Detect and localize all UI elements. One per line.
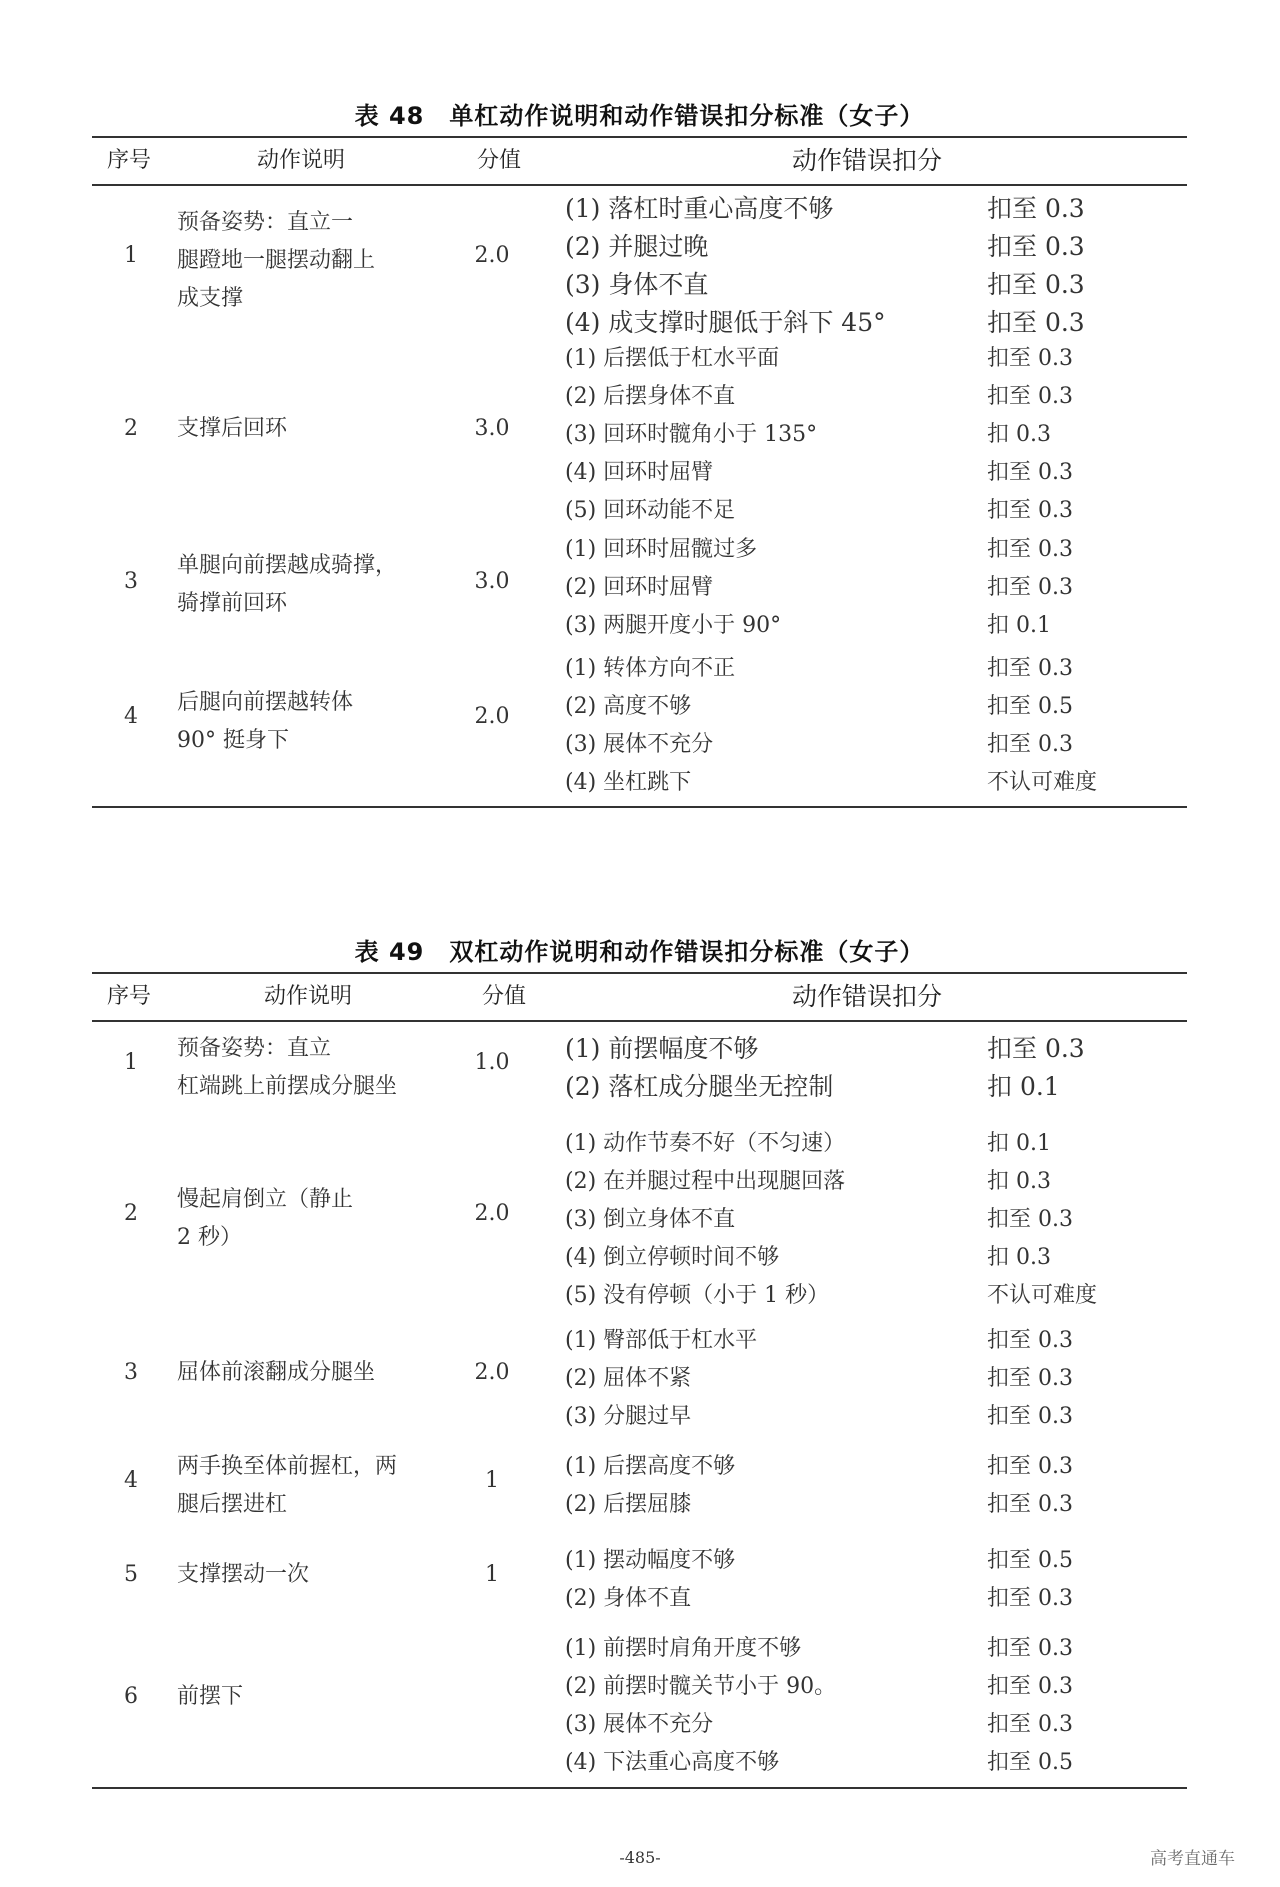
error-deduction: 扣至 0.3 bbox=[987, 1207, 1073, 1232]
error-text: (2) 在并腿过程中出现腿回落 bbox=[565, 1169, 846, 1194]
error-item bbox=[565, 726, 1187, 764]
table-title: 表 48 单杠动作说明和动作错误扣分标准（女子） bbox=[354, 102, 925, 130]
table-row bbox=[92, 1123, 1187, 1318]
error-deduction: 扣至 0.3 bbox=[987, 1454, 1073, 1479]
error-deduction: 扣至 0.3 bbox=[987, 732, 1073, 757]
error-item bbox=[565, 1486, 1187, 1524]
error-deduction: 扣至 0.3 bbox=[987, 498, 1073, 523]
row-description bbox=[177, 416, 437, 442]
desc-line: 慢起肩倒立（静止 bbox=[177, 1187, 354, 1212]
row-score: 3.0 bbox=[474, 416, 510, 441]
error-text: (5) 没有停顿（小于 1 秒） bbox=[565, 1283, 830, 1308]
error-deduction: 不认可难度 bbox=[987, 770, 1098, 795]
error-deduction: 扣至 0.3 bbox=[987, 1712, 1073, 1737]
error-item bbox=[565, 1163, 1187, 1201]
row-description bbox=[177, 547, 437, 623]
table-row bbox=[92, 338, 1187, 531]
row-description bbox=[177, 1030, 437, 1106]
table-row bbox=[92, 648, 1187, 806]
error-deduction: 扣至 0.3 bbox=[987, 656, 1073, 681]
error-deduction: 扣至 0.3 bbox=[987, 1328, 1073, 1353]
error-deduction: 扣 0.3 bbox=[987, 1245, 1051, 1270]
row-description bbox=[177, 1448, 437, 1524]
header-desc: 动作说明 bbox=[264, 984, 353, 1009]
error-text: (3) 倒立身体不直 bbox=[565, 1207, 736, 1232]
error-text: (2) 回环时屈臂 bbox=[565, 575, 714, 600]
watermark: 高考直通车 bbox=[1150, 1849, 1235, 1869]
page-number: -485- bbox=[619, 1848, 661, 1867]
error-text: (1) 臀部低于杠水平 bbox=[565, 1328, 758, 1353]
row-score: 2.0 bbox=[474, 704, 510, 729]
error-item bbox=[565, 1360, 1187, 1398]
error-list bbox=[565, 1322, 1187, 1436]
error-deduction: 扣至 0.5 bbox=[987, 1548, 1073, 1573]
error-list bbox=[565, 1125, 1187, 1315]
row-number: 4 bbox=[124, 1468, 138, 1493]
table-row bbox=[92, 1532, 1187, 1622]
table-row bbox=[92, 1622, 1187, 1787]
error-deduction: 扣至 0.3 bbox=[987, 1636, 1073, 1661]
error-list bbox=[565, 1030, 1187, 1106]
error-item bbox=[565, 304, 1187, 342]
error-text: (4) 坐杠跳下 bbox=[565, 770, 692, 795]
error-deduction: 扣至 0.3 bbox=[987, 1366, 1073, 1391]
error-deduction: 扣至 0.3 bbox=[987, 1586, 1073, 1611]
error-item bbox=[565, 340, 1187, 378]
error-deduction: 扣至 0.3 bbox=[987, 537, 1073, 562]
table-header bbox=[92, 136, 1187, 186]
desc-line: 支撑后回环 bbox=[177, 416, 288, 441]
error-deduction: 扣至 0.3 bbox=[987, 460, 1073, 485]
error-item bbox=[565, 607, 1187, 645]
desc-line: 2 秒） bbox=[177, 1225, 242, 1250]
error-item bbox=[565, 531, 1187, 569]
error-item bbox=[565, 688, 1187, 726]
error-text: (2) 前摆时髋关节小于 90。 bbox=[565, 1674, 837, 1699]
table-title: 表 49 双杠动作说明和动作错误扣分标准（女子） bbox=[354, 938, 925, 966]
error-text: (2) 后摆身体不直 bbox=[565, 384, 736, 409]
error-text: (2) 落杠成分腿坐无控制 bbox=[565, 1072, 834, 1101]
error-item bbox=[565, 1630, 1187, 1668]
error-item bbox=[565, 1125, 1187, 1163]
error-item bbox=[565, 764, 1187, 802]
row-score: 1 bbox=[485, 1468, 499, 1493]
desc-line: 单腿向前摆越成骑撑， bbox=[177, 553, 398, 578]
error-item bbox=[565, 1322, 1187, 1360]
error-text: (1) 回环时屈髋过多 bbox=[565, 537, 758, 562]
error-item bbox=[565, 228, 1187, 266]
desc-line: 预备姿势：直立 bbox=[177, 1036, 332, 1061]
error-deduction: 扣至 0.3 bbox=[987, 575, 1073, 600]
error-item bbox=[565, 1668, 1187, 1706]
error-list bbox=[565, 1542, 1187, 1618]
row-number: 6 bbox=[124, 1684, 138, 1709]
error-item bbox=[565, 650, 1187, 688]
error-item bbox=[565, 569, 1187, 607]
error-deduction: 扣至 0.3 bbox=[987, 1492, 1073, 1517]
table-row bbox=[92, 531, 1187, 648]
error-list bbox=[565, 1448, 1187, 1524]
desc-line: 成支撑 bbox=[177, 286, 244, 311]
desc-line: 腿蹬地一腿摆动翻上 bbox=[177, 248, 376, 273]
error-deduction: 扣 0.3 bbox=[987, 1169, 1051, 1194]
error-text: (1) 后摆低于杠水平面 bbox=[565, 346, 780, 371]
error-text: (3) 两腿开度小于 90° bbox=[565, 613, 782, 638]
error-item bbox=[565, 1239, 1187, 1277]
error-item bbox=[565, 1201, 1187, 1239]
error-deduction: 扣至 0.3 bbox=[987, 194, 1085, 223]
table-row bbox=[92, 186, 1187, 338]
row-score: 2.0 bbox=[474, 1201, 510, 1226]
error-text: (1) 后摆高度不够 bbox=[565, 1454, 736, 1479]
desc-line: 支撑摆动一次 bbox=[177, 1562, 310, 1587]
error-item bbox=[565, 266, 1187, 304]
error-text: (4) 下法重心高度不够 bbox=[565, 1750, 780, 1775]
row-description bbox=[177, 204, 437, 318]
header-score: 分值 bbox=[477, 148, 522, 173]
row-description bbox=[177, 1360, 437, 1386]
row-description bbox=[177, 1181, 437, 1257]
row-score: 3.0 bbox=[474, 569, 510, 594]
error-deduction: 扣至 0.3 bbox=[987, 1404, 1073, 1429]
desc-line: 预备姿势：直立一 bbox=[177, 210, 354, 235]
row-number: 2 bbox=[124, 1201, 138, 1226]
error-text: (1) 前摆时肩角开度不够 bbox=[565, 1636, 802, 1661]
desc-line: 两手换至体前握杠，两 bbox=[177, 1454, 398, 1479]
error-deduction: 扣至 0.5 bbox=[987, 1750, 1073, 1775]
table-header bbox=[92, 972, 1187, 1022]
error-item bbox=[565, 1744, 1187, 1782]
table-row bbox=[92, 1318, 1187, 1442]
row-description bbox=[177, 1562, 437, 1588]
table-row bbox=[92, 1022, 1187, 1123]
header-errors: 动作错误扣分 bbox=[792, 146, 943, 175]
error-deduction: 扣至 0.3 bbox=[987, 384, 1073, 409]
error-text: (2) 身体不直 bbox=[565, 1586, 692, 1611]
error-item bbox=[565, 1706, 1187, 1744]
row-score: 2.0 bbox=[474, 243, 510, 268]
error-item bbox=[565, 1398, 1187, 1436]
error-text: (3) 回环时髋角小于 135° bbox=[565, 422, 818, 447]
header-desc: 动作说明 bbox=[257, 148, 346, 173]
error-deduction: 扣 0.3 bbox=[987, 422, 1051, 447]
error-item bbox=[565, 1448, 1187, 1486]
error-item bbox=[565, 1542, 1187, 1580]
error-item bbox=[565, 190, 1187, 228]
desc-line: 后腿向前摆越转体 bbox=[177, 690, 354, 715]
error-item bbox=[565, 1277, 1187, 1315]
desc-line: 前摆下 bbox=[177, 1684, 244, 1709]
error-text: (1) 落杠时重心高度不够 bbox=[565, 194, 834, 223]
row-description bbox=[177, 684, 437, 760]
error-text: (2) 高度不够 bbox=[565, 694, 692, 719]
error-deduction: 扣 0.1 bbox=[987, 1072, 1060, 1101]
row-number: 4 bbox=[124, 704, 138, 729]
error-deduction: 扣至 0.5 bbox=[987, 694, 1073, 719]
desc-line: 骑撑前回环 bbox=[177, 591, 288, 616]
error-list bbox=[565, 650, 1187, 802]
error-item bbox=[565, 492, 1187, 530]
error-text: (3) 展体不充分 bbox=[565, 732, 714, 757]
error-list bbox=[565, 190, 1187, 342]
table-49 bbox=[92, 932, 1187, 1789]
error-item bbox=[565, 1580, 1187, 1618]
error-text: (2) 后摆屈膝 bbox=[565, 1492, 692, 1517]
error-text: (3) 身体不直 bbox=[565, 270, 709, 299]
error-list bbox=[565, 531, 1187, 645]
error-text: (1) 转体方向不正 bbox=[565, 656, 736, 681]
error-deduction: 扣至 0.3 bbox=[987, 270, 1085, 299]
error-item bbox=[565, 454, 1187, 492]
desc-line: 杠端跳上前摆成分腿坐 bbox=[177, 1074, 398, 1099]
row-score: 2.0 bbox=[474, 1360, 510, 1385]
error-item bbox=[565, 378, 1187, 416]
error-deduction: 扣至 0.3 bbox=[987, 232, 1085, 261]
table-48 bbox=[92, 96, 1187, 808]
error-text: (3) 展体不充分 bbox=[565, 1712, 714, 1737]
error-text: (5) 回环动能不足 bbox=[565, 498, 736, 523]
error-item bbox=[565, 1068, 1187, 1106]
row-score: 1.0 bbox=[474, 1050, 510, 1075]
row-number: 3 bbox=[124, 1360, 138, 1385]
row-number: 3 bbox=[124, 569, 138, 594]
desc-line: 90° 挺身下 bbox=[177, 728, 289, 753]
row-number: 5 bbox=[124, 1562, 138, 1587]
error-item bbox=[565, 416, 1187, 454]
error-text: (2) 屈体不紧 bbox=[565, 1366, 692, 1391]
error-deduction: 扣至 0.3 bbox=[987, 346, 1073, 371]
row-description bbox=[177, 1684, 437, 1710]
table-row bbox=[92, 1442, 1187, 1532]
error-text: (4) 成支撑时腿低于斜下 45° bbox=[565, 308, 886, 337]
error-deduction: 扣至 0.3 bbox=[987, 1674, 1073, 1699]
error-text: (1) 摆动幅度不够 bbox=[565, 1548, 736, 1573]
error-item bbox=[565, 1030, 1187, 1068]
desc-line: 腿后摆进杠 bbox=[177, 1492, 288, 1517]
error-deduction: 扣至 0.3 bbox=[987, 308, 1085, 337]
header-num: 序号 bbox=[107, 148, 152, 173]
table-body bbox=[92, 1022, 1187, 1789]
row-number: 1 bbox=[124, 243, 138, 268]
error-deduction: 不认可难度 bbox=[987, 1283, 1098, 1308]
row-score: 1 bbox=[485, 1562, 499, 1587]
error-deduction: 扣至 0.3 bbox=[987, 1034, 1085, 1063]
header-score: 分值 bbox=[482, 984, 527, 1009]
error-text: (1) 动作节奏不好（不匀速） bbox=[565, 1131, 846, 1156]
row-number: 1 bbox=[124, 1050, 138, 1075]
row-number: 2 bbox=[124, 416, 138, 441]
desc-line: 屈体前滚翻成分腿坐 bbox=[177, 1360, 376, 1385]
table-body bbox=[92, 186, 1187, 808]
header-num: 序号 bbox=[107, 984, 152, 1009]
error-list bbox=[565, 340, 1187, 530]
error-text: (4) 回环时屈臂 bbox=[565, 460, 714, 485]
error-deduction: 扣 0.1 bbox=[987, 1131, 1051, 1156]
header-errors: 动作错误扣分 bbox=[792, 982, 943, 1011]
error-text: (2) 并腿过晚 bbox=[565, 232, 709, 261]
error-deduction: 扣 0.1 bbox=[987, 613, 1051, 638]
error-list bbox=[565, 1630, 1187, 1782]
error-text: (1) 前摆幅度不够 bbox=[565, 1034, 759, 1063]
error-text: (3) 分腿过早 bbox=[565, 1404, 692, 1429]
error-text: (4) 倒立停顿时间不够 bbox=[565, 1245, 780, 1270]
